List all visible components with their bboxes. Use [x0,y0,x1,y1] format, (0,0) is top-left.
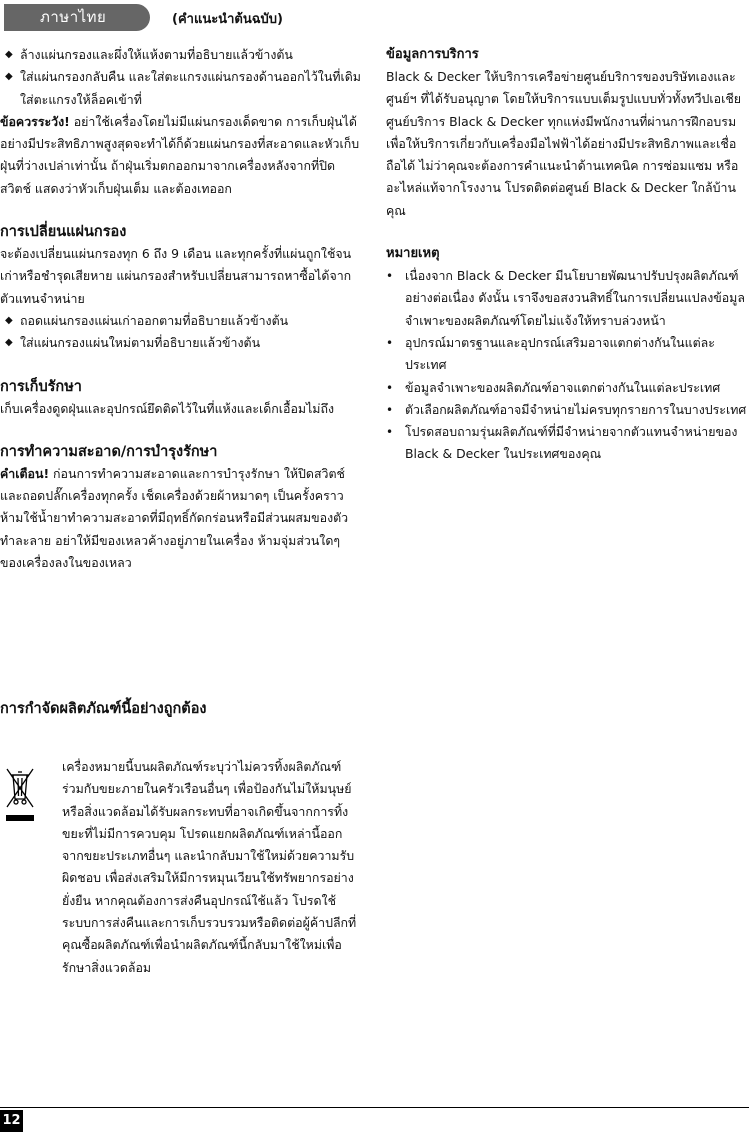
replace-steps-list [0,310,362,355]
warning-text: ก่อนการทำความสะอาดและการบำรุงรักษา ให้ปิดสวิตช์และถอดปลั๊กเครื่องทุกครั้ง เช็ดเครื่องด้วยผ้าหมาดๆ เป็นครั้งคราว ห้ามใช้น้ำยาทำความสะอาดที่มีฤทธิ์กัดกร่อนหรือมีส่วนผสมของตัวทำละลาย อย่าให้มีของเหลวค้างอยู่ภายในเครื่อง ห้ามจุ่มส่วนใดๆ ของเครื่องลงในของเหลว [0,465,349,571]
warning-paragraph [0,463,362,574]
service-info-text: Black & Decker ให้บริการเครือข่ายศูนย์บริการของบริษัทเองและศูนย์ฯ ที่ได้รับอนุญาต โดยให้บริการแบบเต็มรูปแบบทั่วทั้งทวีปเอเชีย ศูนย์บริการ Black & Decker ทุกแห่งมีพนักงานที่ผ่านการฝึกอบรมเพื่อให้บริการเกี่ยวกับเครื่องมือไฟฟ้าได้อย่างมีประสิทธิภาพและเชื่อถือได้ ไม่ว่าคุณจะต้องการคำแนะนำด้านเทคนิค การซ่อมแซม หรืออะไหล่แท้จากโรงงาน โปรดติดต่อศูนย์ Black & Decker ใกล้บ้านคุณ [386,69,742,218]
list-item: • เนื่องจาก Black & Decker มีนโยบายพัฒนาปรับปรุงผลิตภัณฑ์อย่างต่อเนื่อง ดังนั้น เราจึงขอสงวนสิทธิ์ในการเปลี่ยนแปลงข้อมูลจำเพาะของผลิตภัณฑ์โดยไม่แจ้งให้ทราบล่วงหน้า [386,265,748,332]
list-item: • ตัวเลือกผลิตภัณฑ์อาจมีจำหน่ายไม่ครบทุกรายการในบางประเทศ [386,399,748,421]
list-item: • อุปกรณ์มาตรฐานและอุปกรณ์เสริมอาจแตกต่างกันในแต่ละประเทศ [386,332,748,377]
warning-label: คำเตือน! [0,465,50,481]
right-column [386,44,748,466]
list-item: ◆ ใส่แผ่นกรองกลับคืน และใส่ตะแกรงแผ่นกรองด้านออกไว้ในที่เดิม ใส่ตะแกรงให้ล็อคเข้าที่ [0,66,362,111]
note-heading: หมายเหตุ [386,246,440,262]
page-number: 12 [0,1110,23,1132]
list-item: • ข้อมูลจำเพาะของผลิตภัณฑ์อาจแตกต่างกันในแต่ละประเทศ [386,377,748,399]
replace-filter-heading: การเปลี่ยนแผ่นกรอง [0,224,127,241]
replace-filter-text: จะต้องเปลี่ยนแผ่นกรองทุก 6 ถึง 9 เดือน และทุกครั้งที่แผ่นถูกใช้จนเก่าหรือชำรุดเสียหาย แผ่นกรองสำหรับเปลี่ยนสามารถหาซื้อได้จากตัวแทนจำหน่าย [0,246,352,306]
list-item: ◆ ถอดแผ่นกรองแผ่นเก่าออกตามที่อธิบายแล้วข้างต้น [0,310,362,332]
caution-paragraph [0,111,362,200]
storage-heading: การเก็บรักษา [0,378,82,395]
left-column [0,44,362,574]
list-item: ◆ ใส่แผ่นกรองแผ่นใหม่ตามที่อธิบายแล้วข้างต้น [0,332,362,354]
cleaning-steps-list [0,44,362,111]
crossed-out-wheelie-bin-icon [4,765,36,825]
cleaning-maintenance-heading: การทำความสะอาด/การบำรุงรักษา [0,443,218,460]
disposal-text: เครื่องหมายนี้บนผลิตภัณฑ์ระบุว่าไม่ควรทิ้งผลิตภัณฑ์ร่วมกับขยะภายในครัวเรือนอื่นๆ เพื่อป้องกันไม่ให้มนุษย์หรือสิ่งแวดล้อมได้รับผลกระทบที่อาจเกิดขึ้นจากการทิ้งขยะที่ไม่มีการควบคุม โปรดแยกผลิตภัณฑ์เหล่านี้ออกจากขยะประเภทอื่นๆ และนำกลับมาใช้ใหม่ด้วยความรับผิดชอบ เพื่อส่งเสริมให้มีการหมุนเวียนใช้ทรัพยากรอย่างยั่งยืน หากคุณต้องการส่งคืนอุปกรณ์ใช้แล้ว โปรดใช้ระบบการส่งคืนและการเก็บรวบรวมหรือติดต่อผู้ค้าปลีกที่คุณซื้อผลิตภัณฑ์เพื่อนำผลิตภัณฑ์นี้กลับมาใช้ใหม่เพื่อรักษาสิ่งแวดล้อม [62,759,357,975]
language-tab: ภาษาไทย [4,4,150,31]
caution-label: ข้อควรระวัง! [0,113,70,129]
caution-text: อย่าใช้เครื่องโดยไม่มีแผ่นกรองเด็ดขาด การเก็บฝุ่นได้อย่างมีประสิทธิภาพสูงสุดจะทำได้ก็ด้วยแผ่นกรองที่สะอาดและหัวเก็บฝุ่นที่ว่างเปล่าเท่านั้น ถ้าฝุ่นเริ่มตกออกมาจากเครื่องหลังจากที่ปิดสวิตช์ แสดงว่าหัวเก็บฝุ่นเต็ม และต้องเทออก [0,113,360,196]
list-item: ◆ ล้างแผ่นกรองและผึ่งให้แห้งตามที่อธิบายแล้วข้างต้น [0,44,362,66]
header-note: (คำแนะนำต้นฉบับ) [172,12,284,27]
notes-list [386,265,748,466]
storage-text: เก็บเครื่องดูดฝุ่นและอุปกรณ์ยึดติดไว้ในที่แห้งและเด็กเอื้อมไม่ถึง [0,400,335,416]
service-info-heading: ข้อมูลการบริการ [386,47,479,62]
disposal-heading: การกำจัดผลิตภัณฑ์นี้อย่างถูกต้อง [0,701,207,717]
list-item: • โปรดสอบถามรุ่นผลิตภัณฑ์ที่มีจำหน่ายจากตัวแทนจำหน่ายของ Black & Decker ในประเทศของคุณ [386,421,748,466]
footer-rule [0,1107,749,1108]
